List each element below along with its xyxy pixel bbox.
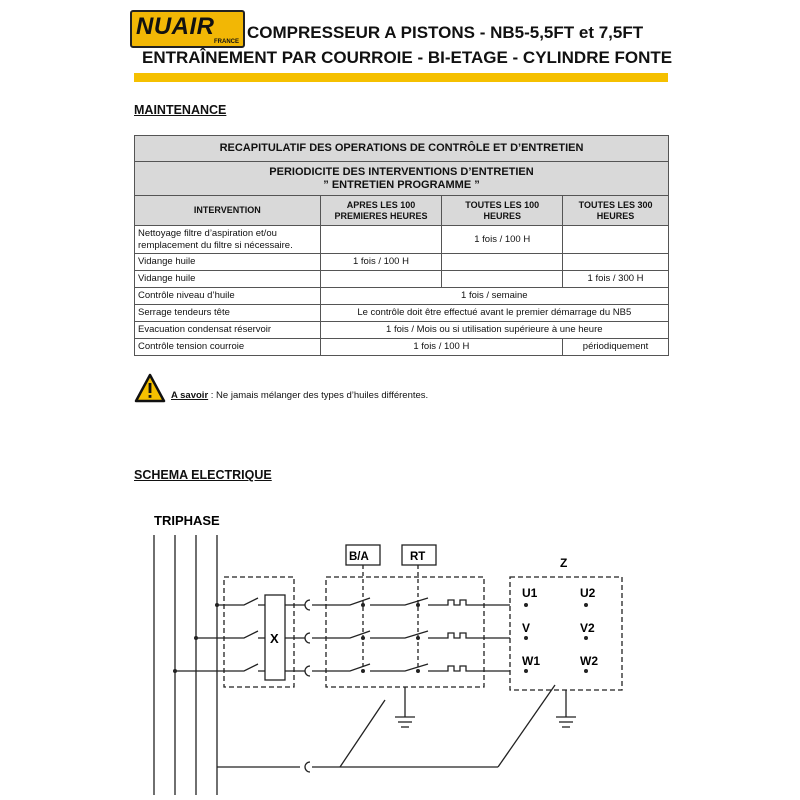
document-header — [130, 10, 673, 82]
document-title-line2: ENTRAÎNEMENT PAR COURROIE - BI-ETAGE - CYLINDRE FONTE — [142, 48, 673, 67]
table-subtitle-line2: ” ENTRETIEN PROGRAMME ” — [323, 178, 480, 191]
table-row — [135, 288, 669, 305]
row-label: Contrôle niveau d’huile — [135, 288, 321, 305]
warning-text: : Ne jamais mélanger des types d’huiles différentes. — [208, 390, 429, 401]
box-ba-label: B/A — [349, 551, 369, 563]
cell-empty — [442, 254, 563, 271]
cell-value: périodiquement — [563, 339, 669, 356]
row-label: Evacuation condensat réservoir — [135, 322, 321, 339]
maintenance-table — [134, 135, 669, 356]
row-label: Vidange huile — [135, 271, 321, 288]
cell-value: 1 fois / semaine — [320, 288, 668, 305]
table-row — [135, 305, 669, 322]
header-accent-bar — [134, 73, 668, 82]
electrical-schematic — [130, 505, 670, 795]
table-header-row — [135, 196, 669, 226]
column-header-first-100h — [320, 196, 442, 226]
cell-empty — [563, 226, 669, 254]
cell-empty — [320, 271, 442, 288]
terminal-w1: W1 — [522, 654, 540, 668]
table-row — [135, 226, 669, 254]
supply-label: TRIPHASE — [154, 513, 220, 528]
cell-value: 1 fois / Mois ou si utilisation supérieure à une heure — [320, 322, 668, 339]
terminal-v: V — [522, 621, 531, 635]
warning-triangle-icon — [134, 373, 166, 403]
column-header-intervention: INTERVENTION — [135, 196, 321, 226]
column-header-label: TOUTES LES 100 — [465, 199, 540, 210]
logo-text: NUAIR — [136, 13, 215, 40]
table-subtitle — [135, 162, 669, 196]
box-rt-label: RT — [410, 551, 426, 563]
cell-value: 1 fois / 100 H — [320, 254, 442, 271]
column-header-label: HEURES — [483, 210, 521, 221]
terminal-w2: W2 — [580, 654, 598, 668]
cell-value: 1 fois / 100 H — [320, 339, 563, 356]
terminal-v2: V2 — [580, 621, 595, 635]
cell-empty — [442, 271, 563, 288]
terminal-u1: U1 — [522, 586, 538, 600]
table-subtitle-row — [135, 162, 669, 196]
row-label: Vidange huile — [135, 254, 321, 271]
warning-note — [171, 390, 428, 401]
cell-value: Le contrôle doit être effectué avant le premier démarrage du NB5 — [320, 305, 668, 322]
column-header-label: HEURES — [596, 210, 635, 221]
table-title: RECAPITULATIF DES OPERATIONS DE CONTRÔLE ET D’ENTRETIEN — [135, 136, 669, 162]
terminal-u2: U2 — [580, 586, 596, 600]
table-row — [135, 339, 669, 356]
cell-empty — [563, 254, 669, 271]
document-title-line1: COMPRESSEUR A PISTONS - NB5-5,5FT et 7,5FT — [247, 23, 644, 42]
table-row — [135, 271, 669, 288]
row-label: Serrage tendeurs tête — [135, 305, 321, 322]
row-label-line: remplacement du filtre si nécessaire. — [138, 239, 293, 251]
table-row — [135, 322, 669, 339]
warning-label: A savoir — [171, 390, 209, 401]
switch-label: X — [270, 631, 279, 646]
column-header-every-100h — [442, 196, 563, 226]
nuair-logo — [130, 10, 245, 48]
cell-value: 1 fois / 300 H — [563, 271, 669, 288]
row-label: Contrôle tension courroie — [135, 339, 321, 356]
maintenance-section-title: MAINTENANCE — [134, 103, 227, 117]
schema-section-title: SCHEMA ELECTRIQUE — [134, 468, 272, 482]
logo-subtext: FRANCE — [214, 39, 239, 45]
table-title-row — [135, 136, 669, 162]
table-row — [135, 254, 669, 271]
motor-label: Z — [560, 556, 568, 570]
column-header-label: TOUTES LES 300 — [578, 199, 653, 210]
cell-empty — [320, 226, 442, 254]
table-subtitle-line1: PERIODICITE DES INTERVENTIONS D’ENTRETIEN — [269, 165, 534, 178]
column-header-label: APRES LES 100 — [346, 199, 416, 210]
cell-value: 1 fois / 100 H — [442, 226, 563, 254]
column-header-label: PREMIERES HEURES — [334, 210, 428, 221]
row-label — [135, 226, 321, 254]
column-header-every-300h — [563, 196, 669, 226]
row-label-line: Nettoyage filtre d’aspiration et/ou — [138, 228, 277, 240]
